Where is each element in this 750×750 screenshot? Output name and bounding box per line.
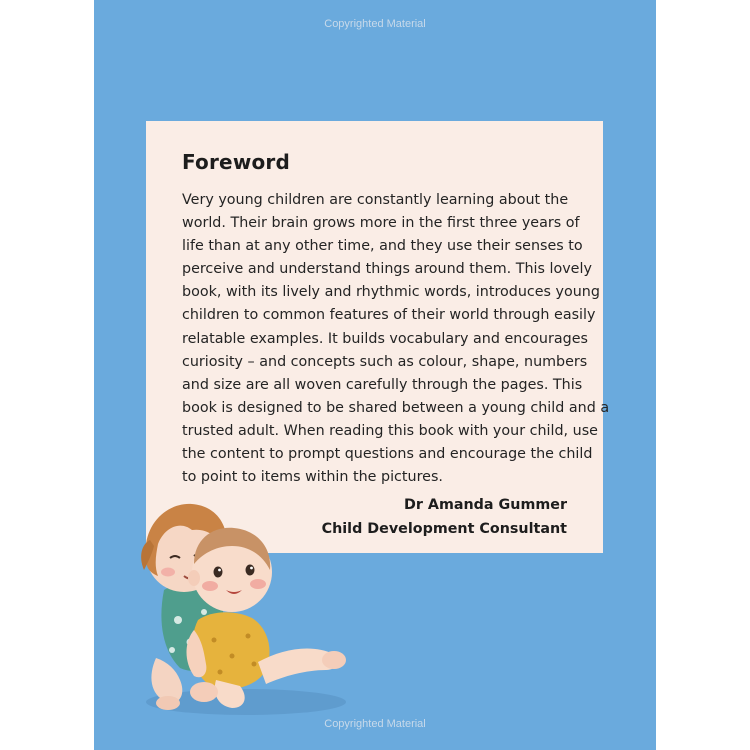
foreword-body — [182, 189, 610, 489]
foreword-line: book, with its lively and rhythmic words, introduces young — [182, 284, 600, 301]
foreword-line: world. Their brain grows more in the first three years of — [182, 215, 580, 232]
foreword-line: to point to items within the pictures. — [182, 469, 443, 486]
foreword-line: Very young children are constantly learning about the — [182, 192, 569, 208]
foreword-line: trusted adult. When reading this book with your child, use — [182, 422, 598, 439]
foreword-line: relatable examples. It builds vocabulary and encourages — [182, 330, 588, 347]
foreword-title: Foreword — [182, 150, 291, 174]
foreword-line: perceive and understand things around them. This lovely — [182, 261, 592, 278]
foreword-line: life than at any other time, and they use their senses to — [182, 238, 583, 255]
foreword-line: the content to prompt questions and encourage the child — [182, 446, 593, 463]
children-illustration — [128, 480, 368, 720]
foreword-line: curiosity – and concepts such as colour, shape, numbers — [182, 353, 588, 370]
foreword-line: book is designed to be shared between a young child and a — [182, 399, 610, 416]
watermark-bottom: Copyrighted Material — [324, 718, 426, 730]
foreword-line: children to common features of their world through easily — [182, 307, 596, 324]
author-name: Dr Amanda Gummer — [404, 497, 567, 513]
watermark-top: Copyrighted Material — [324, 18, 426, 30]
author-title: Child Development Consultant — [321, 521, 567, 537]
foreword-line: and size are all woven carefully through the pages. This — [182, 376, 583, 393]
